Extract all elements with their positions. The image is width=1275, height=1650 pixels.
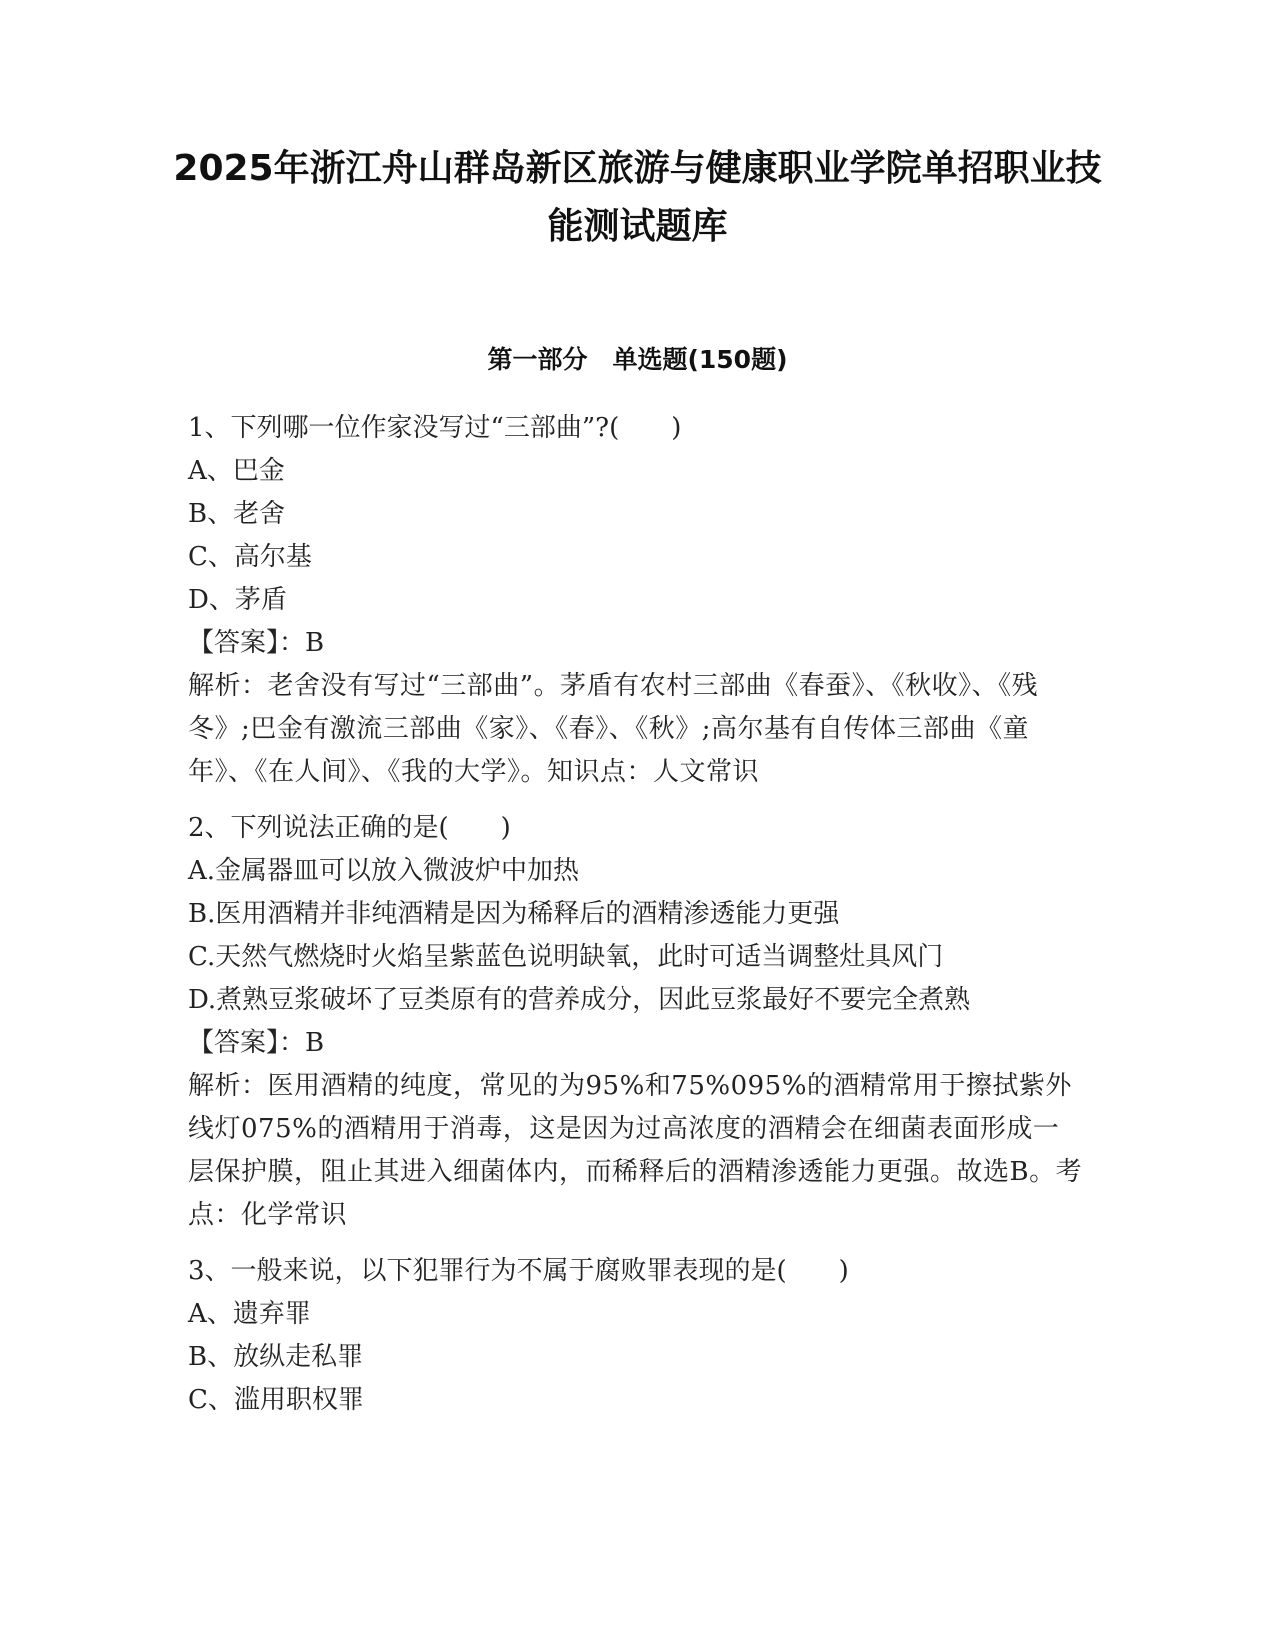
question-option: A、巴金 — [188, 456, 285, 486]
question-option: D、茅盾 — [188, 585, 287, 615]
section-title: 第一部分 单选题(150题) — [487, 345, 788, 374]
question-stem: 2、下列说法正确的是( ) — [188, 813, 511, 843]
question-option: B.医用酒精并非纯酒精是因为稀释后的酒精渗透能力更强 — [188, 899, 840, 929]
question-stem: 1、下列哪一位作家没写过“三部曲”?( ) — [188, 413, 682, 443]
question-item — [188, 407, 1083, 794]
question-option: D.煮熟豆浆破坏了豆类原有的营养成分，因此豆浆最好不要完全煮熟 — [188, 985, 971, 1015]
question-item — [188, 807, 1083, 1237]
question-list — [188, 407, 1083, 1435]
question-option: C.天然气燃烧时火焰呈紫蓝色说明缺氧，此时可适当调整灶具风门 — [188, 942, 944, 972]
question-analysis: 解析：老舍没有写过“三部曲”。茅盾有农村三部曲《春蚕》、《秋收》、《残冬》;巴金有激流三部曲《家》、《春》、《秋》;高尔基有自传体三部曲《童年》、《在人间》、《我的大学》。知识点：人文常识 — [188, 671, 1039, 787]
question-stem: 3、一般来说，以下犯罪行为不属于腐败罪表现的是( ) — [188, 1256, 849, 1286]
question-answer: 【答案】：B — [188, 628, 325, 658]
question-answer: 【答案】：B — [188, 1028, 325, 1058]
question-analysis: 解析：医用酒精的纯度，常见的为95%和75%095%的酒精常用于擦拭紫外线灯075%的酒精用于消毒，这是因为过高浓度的酒精会在细菌表面形成一层保护膜，阻止其进入细菌体内，而稀释后的酒精渗透能力更强。故选B。考点：化学常识 — [188, 1071, 1083, 1230]
question-option: C、滥用职权罪 — [188, 1385, 364, 1415]
question-option: B、老舍 — [188, 499, 286, 529]
question-item — [188, 1250, 1083, 1422]
question-option: B、放纵走私罪 — [188, 1342, 364, 1372]
question-option: A.金属器皿可以放入微波炉中加热 — [188, 856, 580, 886]
document-title: 2025年浙江舟山群岛新区旅游与健康职业学院单招职业技能测试题库 — [173, 148, 1102, 247]
question-option: A、遗弃罪 — [188, 1299, 311, 1329]
question-option: C、高尔基 — [188, 542, 312, 572]
